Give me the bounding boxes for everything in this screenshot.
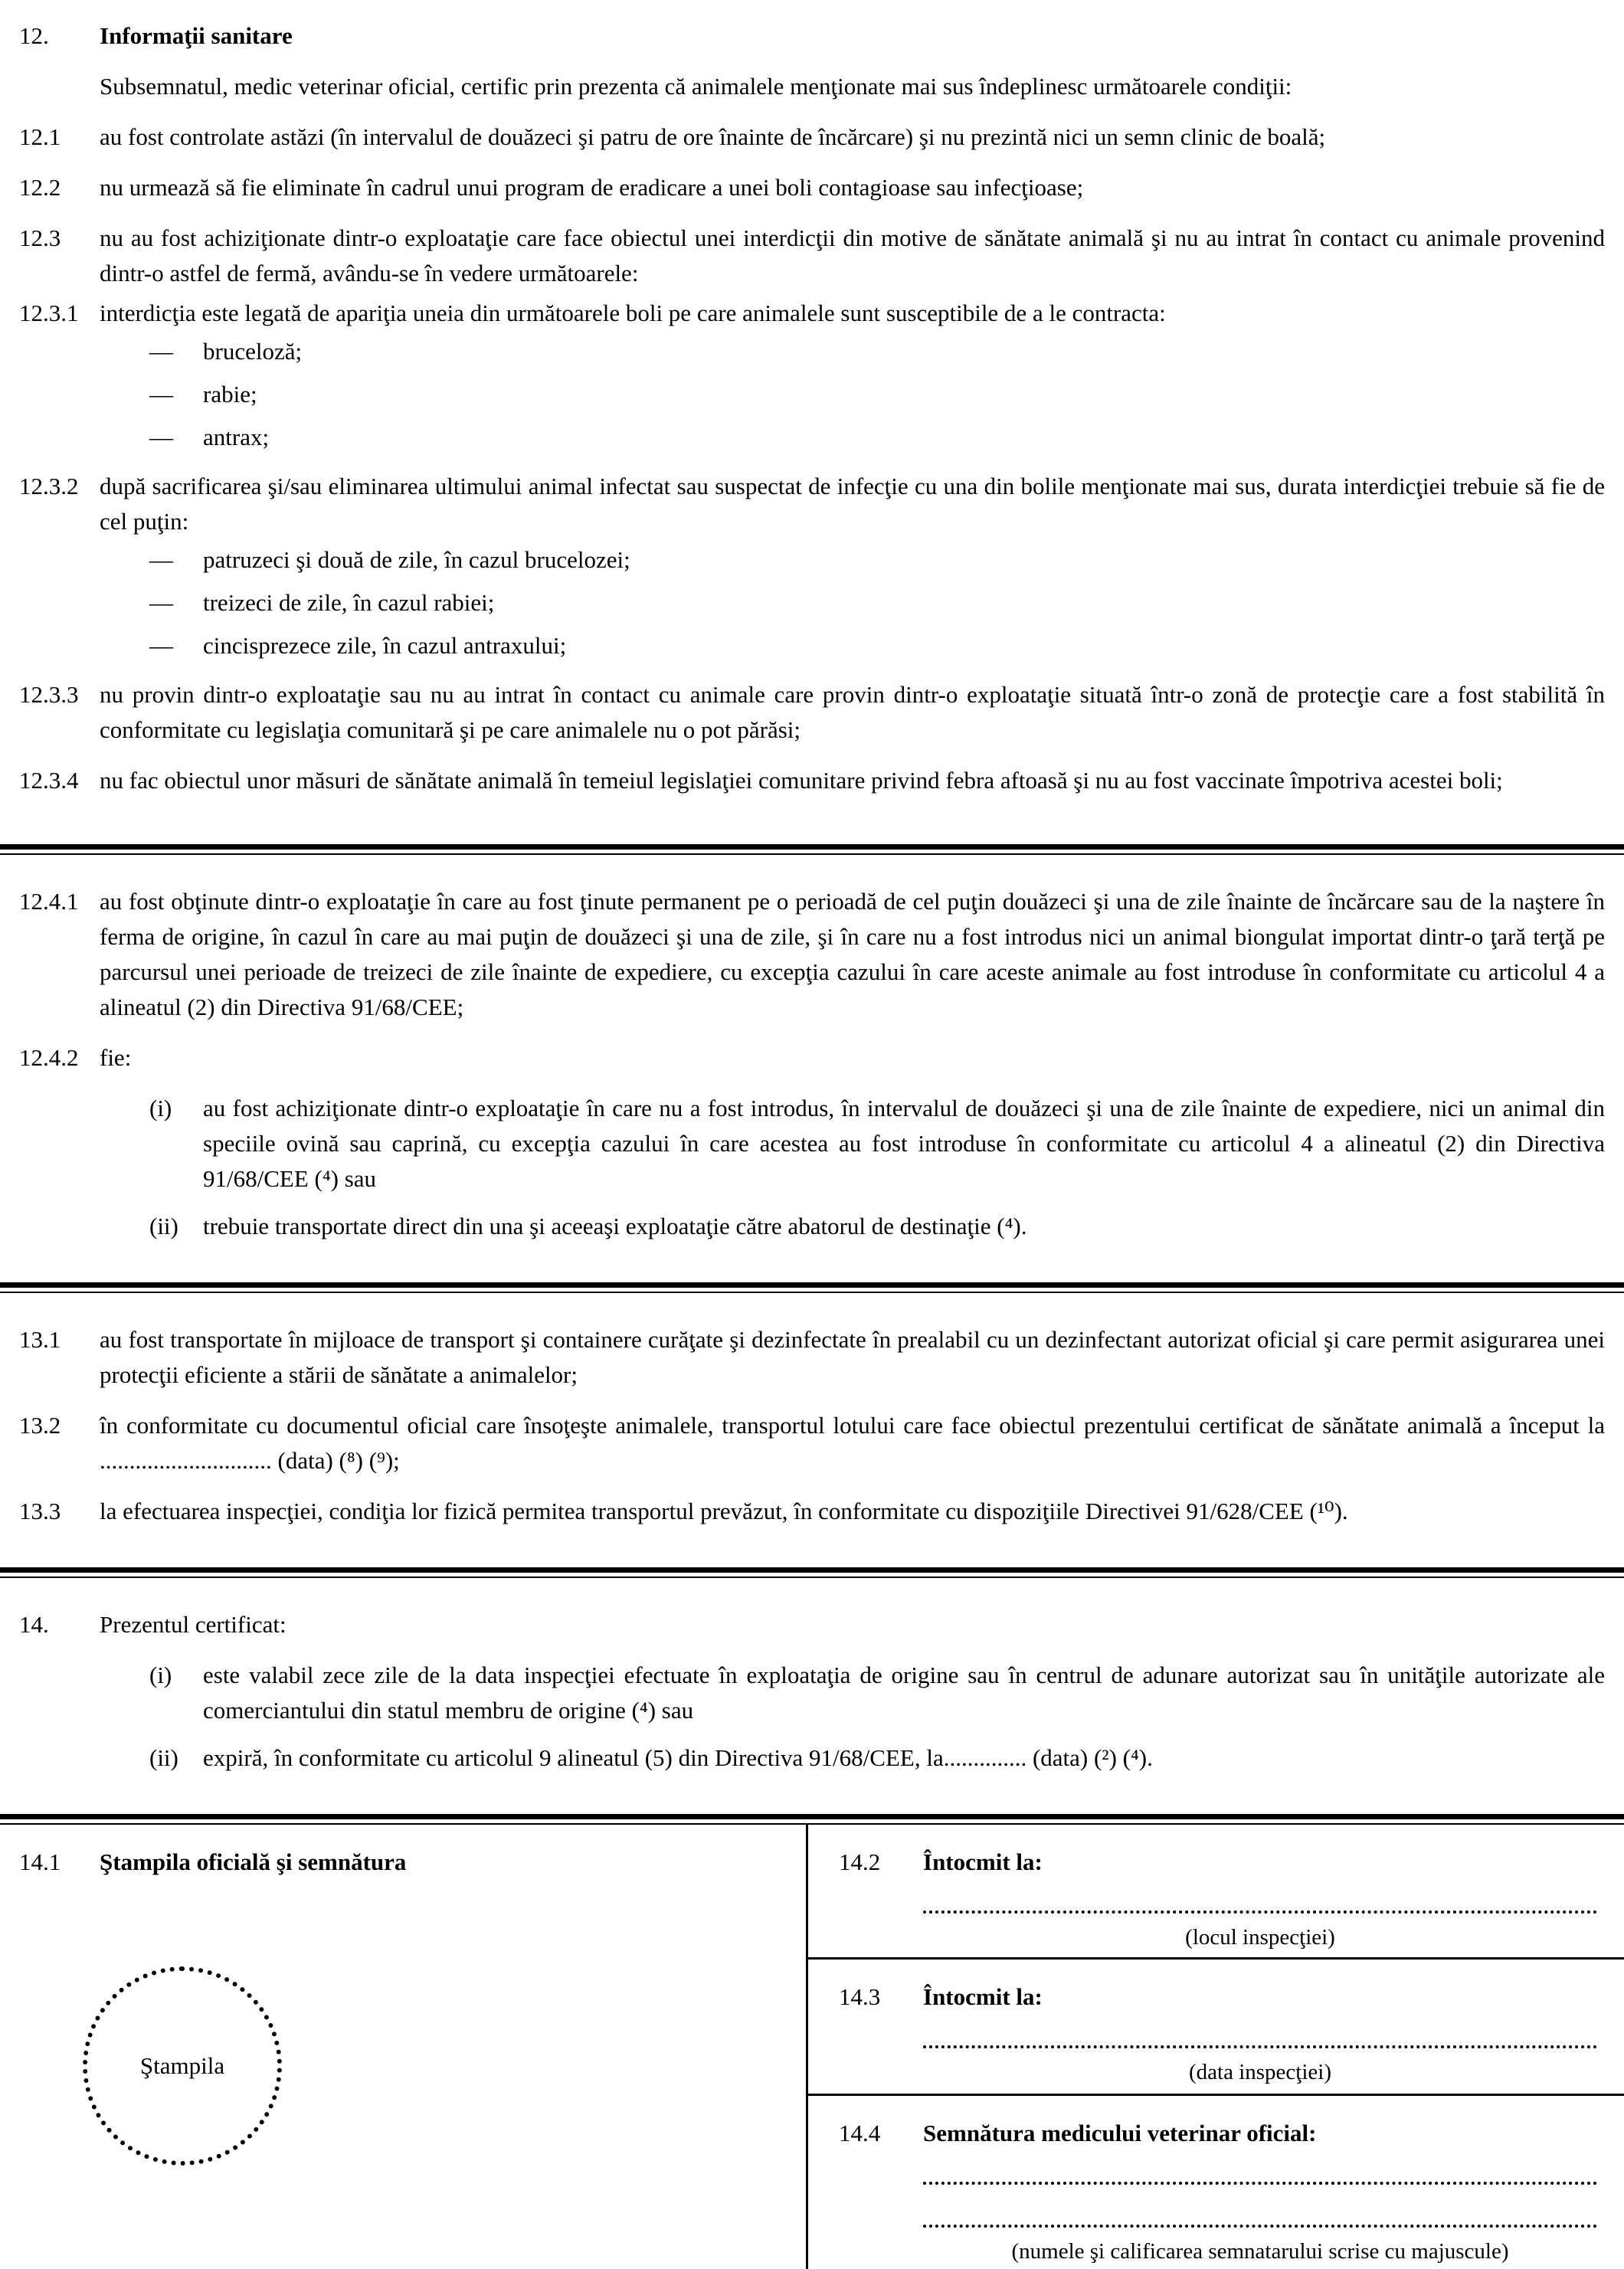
dash-bullet-icon: — <box>149 632 173 659</box>
dash-bullet-icon: — <box>149 424 173 450</box>
section-12-2 <box>19 170 1605 205</box>
list-item-text: bruceloză; <box>203 338 303 365</box>
option-item-ii <box>149 1740 1605 1776</box>
options-wrap <box>100 1658 1605 1776</box>
horizontal-divider-rule <box>0 1567 1624 1578</box>
section-13-3 <box>19 1494 1605 1529</box>
section-title: Întocmit la: <box>923 1983 1043 2010</box>
list-item-text: rabie; <box>203 381 257 408</box>
section-title: Întocmit la: <box>923 1848 1043 1875</box>
stamp-placeholder-circle <box>83 1966 282 2166</box>
option-text: expiră, în conformitate cu articolul 9 alineatul (5) din Directiva 91/68/CEE, la.............. (data) (²) (⁴). <box>203 1744 1153 1771</box>
list-item-text: cincisprezece zile, în cazul antraxului; <box>203 632 567 659</box>
list-item <box>149 377 1605 412</box>
section-text: nu au fost achiziţionate dintr-o exploataţie care face obiectul unei interdicţii din motive de sănătate animală şi nu au intrat în contact cu animale provenind dintr-o astfel de fermă, avându-se în vedere următoarele: <box>100 224 1605 286</box>
section-number: 12.3.1 <box>19 300 79 326</box>
signature-dotted-line <box>923 2225 1597 2228</box>
list-item <box>149 585 1605 620</box>
section-number: 14.1 <box>19 1848 61 1875</box>
section-number: 12.4.2 <box>19 1044 79 1071</box>
certificate-body <box>0 18 1624 821</box>
section-text-line: interdicţia este legată de apariţia uneia din următoarele boli pe care animalele sunt susceptibile de a le contracta: <box>100 300 1166 326</box>
spacer <box>19 1658 100 1776</box>
section-12-4-1 <box>19 884 1605 1025</box>
section-number: 12.3.3 <box>19 681 79 708</box>
roman-marker: (i) <box>149 1662 172 1688</box>
option-item-i <box>149 1658 1605 1728</box>
intro-text: Subsemnatul, medic veterinar oficial, certific prin prezenta că animalele menţionate mai sus îndeplinesc următoarele condiţii: <box>100 73 1292 100</box>
duration-list <box>149 542 1605 663</box>
section-title: Semnătura medicului veterinar oficial: <box>923 2120 1317 2146</box>
section-text: au fost obţinute dintr-o exploataţie în care au fost ţinute permanent pe o perioadă de cel puţin douăzeci şi una de zile înainte de încărcare sau de la naştere în ferma de origine, în cazul în care au mai puţin de douăzeci şi una de zile, şi în care nu a fost introdus nici un animal biongulat importat dintr-o ţară terţă pe parcursul unei perioade de treizeci de zile înainte de expediere, cu excepţia cazului în care aceste animale au fost introduse în conformitate cu articolul 4 a alineatul (2) din Directiva 91/68/CEE; <box>100 888 1605 1020</box>
option-list <box>149 1091 1605 1244</box>
section-number: 12.4.1 <box>19 888 79 915</box>
section-number: 13.2 <box>19 1412 61 1439</box>
roman-marker: (ii) <box>149 1744 178 1771</box>
section-14-options <box>19 1658 1605 1776</box>
horizontal-divider-rule <box>0 1282 1624 1293</box>
list-item <box>149 420 1605 455</box>
section-14-2-cell <box>808 1825 1624 1957</box>
dash-bullet-icon: — <box>149 546 173 573</box>
section-text-line: după sacrificarea şi/sau eliminarea ultimului animal infectat sau suspectat de infecţie cu una din bolile menţionate mai sus, durata interdicţiei trebuie să fie de cel puţin: <box>100 473 1605 535</box>
section-13-1 <box>19 1322 1605 1393</box>
disease-list <box>149 334 1605 455</box>
certificate-body <box>0 884 1624 1259</box>
dash-bullet-icon: — <box>149 338 173 365</box>
option-text: trebuie transportate direct din una şi aceeaşi exploataţie către abatorul de destinaţie (⁴). <box>203 1213 1027 1239</box>
section-title: Ştampila oficială şi semnătura <box>100 1848 407 1875</box>
list-item <box>149 628 1605 663</box>
roman-marker: (ii) <box>149 1213 178 1239</box>
certificate-body <box>0 1322 1624 1544</box>
section-text: fie: <box>100 1044 132 1071</box>
dash-bullet-icon: — <box>149 381 173 408</box>
dash-bullet-icon: — <box>149 589 173 616</box>
signature-dotted-line <box>923 2182 1597 2185</box>
option-list <box>149 1658 1605 1776</box>
option-item-i <box>149 1091 1605 1197</box>
section-text: au fost controlate astăzi (în intervalul de douăzeci şi patru de ore înainte de încărcare) şi nu prezintă nici un semn clinic de boală; <box>100 123 1326 150</box>
stamp-cell <box>0 1825 806 2269</box>
section-number: 13.1 <box>19 1326 61 1353</box>
section-title: Informaţii sanitare <box>100 22 293 49</box>
section-14-2-heading <box>839 1845 1624 1880</box>
section-12-3-3 <box>19 677 1605 748</box>
spacer <box>19 1091 100 1244</box>
list-item-text: treizeci de zile, în cazul rabiei; <box>203 589 495 616</box>
section-text: nu provin dintr-o exploataţie sau nu au intrat în contact cu animale care provin dintr-o exploataţie situată într-o zonă de protecţie care a fost stabilită în conformitate cu legislaţia comunitară şi pe care animalele nu o pot părăsi; <box>100 681 1605 743</box>
stamp-label: Ştampila <box>139 2052 225 2079</box>
section-text: nu urmează să fie eliminate în cadrul unui program de eradicare a unei boli contagioase sau infecţioase; <box>100 174 1084 201</box>
section-number: 13.3 <box>19 1498 61 1524</box>
section-12-3-4 <box>19 763 1605 798</box>
section-number: 12.3.4 <box>19 767 79 794</box>
section-12-3-1 <box>19 296 1605 464</box>
option-item-ii <box>149 1209 1605 1244</box>
section-number: 14.4 <box>839 2120 881 2146</box>
options-wrap <box>100 1091 1605 1244</box>
section-12-1 <box>19 120 1605 155</box>
option-text: au fost achiziţionate dintr-o exploataţie în care nu a fost introdus, în intervalul de douăzeci şi una de zile înainte de expediere, nici un animal din speciile ovină sau caprină, cu excepţia cazului în care acestea au fost introduse în conformitate cu articolul 4 a alineatul (2) din Directiva 91/68/CEE (⁴) sau <box>203 1095 1605 1192</box>
roman-marker: (i) <box>149 1095 172 1121</box>
section-number: 14.2 <box>839 1848 881 1875</box>
section-text: au fost transportate în mijloace de transport şi containere curăţate şi dezinfectate în prealabil cu un dezinfectant autorizat oficial şi care permit asigurarea unei protecţii eficiente a stării de sănătate a animalelor; <box>100 1326 1605 1388</box>
field-caption: (numele şi calificarea semnatarului scrise cu majuscule) <box>1011 2239 1509 2264</box>
list-item <box>149 542 1605 578</box>
section-text: nu fac obiectul unor măsuri de sănătate animală în temeiul legislaţiei comunitare privind febra aftoasă şi nu au fost vaccinate împotriva acestei boli; <box>100 767 1503 794</box>
list-item-text: antrax; <box>203 424 270 450</box>
section-14-3-heading <box>839 1979 1624 2015</box>
fill-in-dotted-line <box>923 2045 1597 2048</box>
section-number: 12.3 <box>19 224 61 251</box>
section-13-2 <box>19 1408 1605 1478</box>
certificate-body <box>0 1607 1624 1791</box>
section-14-3-cell <box>808 1957 1624 2094</box>
horizontal-divider-rule <box>0 1814 1624 1825</box>
section-number: 14. <box>19 1611 49 1638</box>
section-number: 12.1 <box>19 123 61 150</box>
spacer <box>19 69 100 104</box>
section-number: 12.2 <box>19 174 61 201</box>
section-text: Prezentul certificat: <box>100 1611 286 1638</box>
section-14 <box>19 1607 1605 1642</box>
section-12-heading <box>19 18 1605 54</box>
section-number: 12. <box>19 22 49 49</box>
section-text <box>100 469 1605 673</box>
horizontal-divider-rule <box>0 844 1624 855</box>
section-12-3 <box>19 221 1605 291</box>
section-number: 14.3 <box>839 1983 881 2010</box>
section-12-3-2 <box>19 469 1605 673</box>
field-caption: (data inspecţiei) <box>1189 2059 1331 2084</box>
signature-fields-column <box>806 1825 1624 2269</box>
section-14-1-heading <box>19 1845 806 1880</box>
list-item <box>149 334 1605 369</box>
list-item-text: patruzeci şi două de zile, în cazul brucelozei; <box>203 546 630 573</box>
section-text: în conformitate cu documentul oficial care însoţeşte animalele, transportul lotului care face obiectul prezentului certificat de sănătate animală a început la ............................. (data) (⁸) (⁹); <box>100 1412 1605 1474</box>
section-text: la efectuarea inspecţiei, condiţia lor fizică permitea transportul prevăzut, în conformitate cu dispoziţiile Directivei 91/628/CEE (¹⁰). <box>100 1498 1348 1524</box>
section-14-4-cell <box>808 2094 1624 2269</box>
option-text: este valabil zece zile de la data inspecţiei efectuate în exploataţia de origine sau în centrul de adunare autorizat sau în unităţile autorizate ale comerciantului din statul membru de origine (⁴) sau <box>203 1662 1605 1724</box>
section-12-intro <box>19 69 1605 104</box>
section-12-4-2-options <box>19 1091 1605 1244</box>
fill-in-dotted-line <box>923 1910 1597 1914</box>
field-caption: (locul inspecţiei) <box>1185 1925 1335 1950</box>
section-12-4-2 <box>19 1040 1605 1076</box>
section-14-4-heading <box>839 2116 1624 2151</box>
signature-stamp-panel <box>0 1825 1624 2269</box>
section-number: 12.3.2 <box>19 473 79 499</box>
section-text <box>100 296 1605 464</box>
